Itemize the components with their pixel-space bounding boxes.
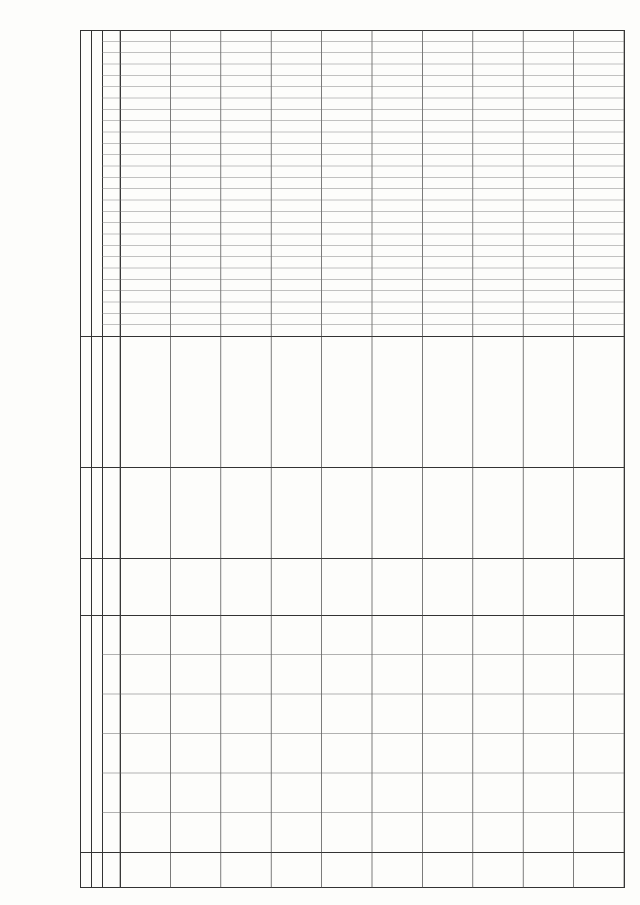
table-marks (80, 30, 625, 888)
year-column-lines (102, 655, 624, 813)
page-number (54, 440, 66, 452)
program-table (80, 30, 625, 888)
code-marks (102, 41, 624, 324)
row-lines (120, 30, 624, 888)
